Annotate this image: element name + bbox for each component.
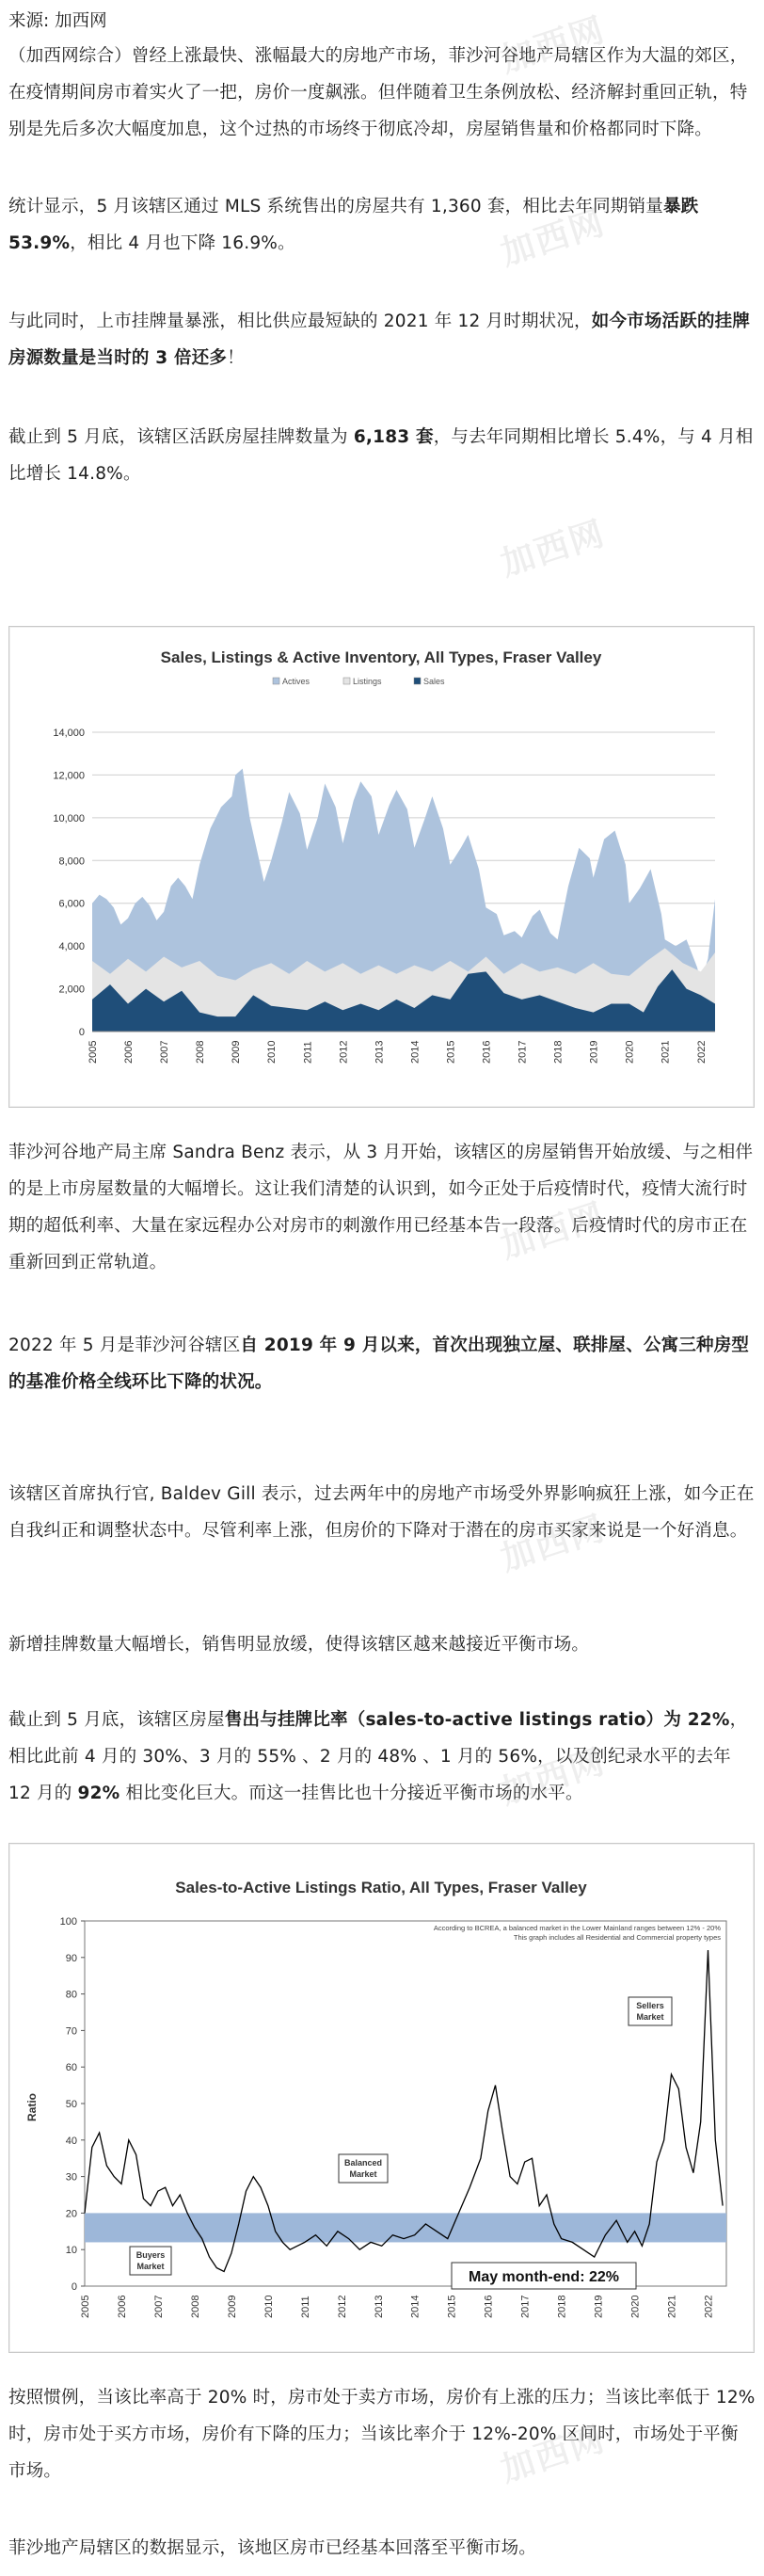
paragraph-ratio: 截止到 5 月底，该辖区房屋售出与挂牌比率（sales-to-active listings ratio）为 22%，相比此前 4 月的 30%、3 月的 55% 、2 月的 48% 、1 月的 56%，以及创纪录水平的去年 12 月的 92% 相比变化巨大。而这一挂售比也十分接近平衡市场的水平。 (8, 1710, 748, 1803)
chart2-title: Sales-to-Active Listings Ratio, All Types, Fraser Valley (175, 1879, 587, 1896)
buyers-market-label-text: Buyers (135, 2250, 166, 2260)
legend-label-actives: Actives (282, 677, 310, 686)
y-tick-label: 20 (65, 2208, 77, 2220)
y-tick-label: 10 (65, 2245, 77, 2257)
y-tick-label: 80 (65, 1989, 77, 2001)
paragraph-balance: 新增挂牌数量大幅增长，销售明显放缓，使得该辖区越来越接近平衡市场。 (8, 1635, 590, 1655)
paragraph-conclusion: 菲沙地产局辖区的数据显示，该地区房市已经基本回落至平衡市场。 (8, 2538, 537, 2558)
paragraph-chair-quote: 菲沙河谷地产局主席 Sandra Benz 表示，从 3 月开始，该辖区的房屋销售开始放缓、与之相伴的是上市房屋数量的大幅增长。这让我们清楚的认识到，如今正处于后疫情时代，疫情大流行时期的超低利率、大量在家远程办公对房市的刺激作用已经基本告一段落。后疫情时代的房市正在重新回到正常轨道。 (8, 1143, 754, 1272)
legend-swatch-listings (343, 678, 350, 684)
x-tick-label: 2015 (446, 2295, 458, 2318)
x-tick-label: 2007 (152, 2295, 165, 2318)
y-tick-label: 40 (65, 2135, 77, 2147)
x-tick-label: 2022 (695, 1040, 708, 1064)
x-tick-label: 2010 (266, 1040, 279, 1064)
y-tick-label: 0 (71, 2281, 77, 2293)
x-tick-label: 2021 (660, 1040, 672, 1064)
watermark: 加西网 (496, 1508, 611, 1579)
y-tick-label: 0 (78, 1027, 85, 1038)
chart-note-line1: According to BCREA, a balanced market in the Lower Mainland ranges between 12% - 20% (433, 1924, 721, 1932)
x-tick-label: 2016 (483, 2295, 495, 2318)
x-tick-label: 2017 (517, 1040, 529, 1064)
watermark: 加西网 (496, 1741, 611, 1813)
watermark: 加西网 (496, 202, 611, 274)
y-tick-label: 10,000 (53, 812, 85, 824)
x-tick-label: 2008 (189, 2295, 201, 2318)
y-tick-label: 100 (59, 1916, 77, 1928)
x-tick-label: 2012 (338, 1040, 350, 1064)
paragraph-intro: （加西网综合）曾经上涨最快、涨幅最大的房地产市场，菲沙河谷地产局辖区作为大温的郊区，在疫情期间房市着实火了一把，房价一度飙涨。但伴随着卫生条例放松、经济解封重回正轨，特别是先后多次大幅度加息，这个过热的市场终于彻底冷却，房屋销售量和价格都同时下降。 (8, 46, 748, 139)
paragraph-active-count: 截止到 5 月底，该辖区活跃房屋挂牌数量为 6,183 套，与去年同期相比增长 5.4%，与 4 月相比增长 14.8%。 (8, 427, 754, 484)
x-tick-label: 2018 (556, 2295, 568, 2318)
x-tick-label: 2015 (445, 1040, 457, 1064)
legend-label-listings: Listings (353, 677, 382, 686)
balanced-market-label-text: Market (349, 2169, 377, 2179)
x-tick-label: 2005 (80, 2295, 91, 2318)
paragraph-ceo-quote: 该辖区首席执行官, Baldev Gill 表示，过去两年中的房地产市场受外界影响疯狂上涨，如今正在自我纠正和调整状态中。尽管利率上涨，但房价的下降对于潜在的房市买家来说是一个好消息。 (8, 1484, 755, 1541)
x-tick-label: 2011 (299, 2296, 311, 2318)
legend-swatch-actives (273, 678, 279, 684)
x-tick-label: 2013 (373, 2295, 385, 2318)
x-tick-label: 2012 (336, 2295, 348, 2318)
paragraph-sales-stats: 统计显示，5 月该辖区通过 MLS 系统售出的房屋共有 1,360 套，相比去年同期销量暴跌 53.9%，相比 4 月也下降 16.9%。 (8, 197, 699, 253)
x-tick-label: 2014 (409, 2295, 422, 2318)
y-tick-label: 12,000 (53, 770, 85, 782)
x-tick-label: 2010 (263, 2295, 275, 2318)
chart-sales-listings-inventory (8, 626, 755, 1108)
watermark: 加西网 (496, 9, 611, 81)
buyers-market-label-text: Market (136, 2262, 165, 2271)
sellers-market-label-text: Market (636, 2012, 664, 2022)
x-tick-label: 2019 (593, 2295, 605, 2318)
y-tick-label: 90 (65, 1952, 77, 1964)
y-tick-label: 60 (65, 2062, 77, 2074)
chart-note-line2: This graph includes all Residential and Commercial property types (513, 1933, 721, 1942)
x-tick-label: 2019 (588, 1040, 600, 1064)
x-tick-label: 2017 (519, 2295, 532, 2318)
y-tick-label: 2,000 (58, 984, 85, 996)
chart-sales-to-active-ratio (8, 1843, 755, 2353)
x-tick-label: 2021 (666, 2295, 678, 2318)
paragraph-listings: 与此同时，上市挂牌量暴涨，相比供应最短缺的 2021 年 12 月时期状况，如今市场活跃的挂牌房源数量是当时的 3 倍还多！ (8, 312, 751, 368)
chart1-title: Sales, Listings & Active Inventory, All Types, Fraser Valley (160, 648, 602, 666)
y-tick-label: 6,000 (58, 898, 85, 910)
source-line: 来源: 加西网 (8, 11, 107, 31)
x-tick-label: 2013 (374, 1040, 386, 1064)
chart2-svg (9, 1844, 754, 2352)
x-tick-label: 2005 (88, 1040, 99, 1064)
legend-swatch-sales (414, 678, 421, 684)
paragraph-thresholds: 按照惯例，当该比率高于 20% 时，房市处于卖方市场，房价有上涨的压力；当该比率低于 12% 时，房市处于买方市场，房价有下降的压力；当该比率介于 12%-20% 区间时，市场处于平衡市场。 (8, 2388, 756, 2481)
x-tick-label: 2006 (123, 1040, 135, 1064)
x-tick-label: 2022 (703, 2295, 715, 2318)
y-tick-label: 30 (65, 2171, 77, 2184)
y-tick-label: 14,000 (53, 728, 85, 739)
x-tick-label: 2020 (629, 2295, 642, 2318)
x-tick-label: 2018 (552, 1040, 565, 1064)
balanced-market-label-text: Balanced (343, 2158, 383, 2168)
x-tick-label: 2008 (195, 1040, 207, 1064)
y-tick-label: 50 (65, 2099, 77, 2110)
y-tick-label: 70 (65, 2025, 77, 2038)
watermark: 加西网 (496, 513, 611, 584)
x-tick-label: 2020 (624, 1040, 636, 1064)
y-axis-label: Ratio (25, 2093, 39, 2121)
x-tick-label: 2006 (116, 2295, 128, 2318)
x-tick-label: 2007 (159, 1040, 171, 1064)
watermark: 加西网 (496, 1195, 611, 1267)
watermark: 加西网 (496, 2419, 611, 2490)
y-tick-label: 8,000 (58, 856, 85, 868)
x-tick-label: 2014 (409, 1040, 422, 1064)
callout-text: May month-end: 22% (468, 2269, 620, 2285)
sellers-market-label-text: Sellers (636, 2001, 664, 2010)
x-tick-label: 2016 (481, 1040, 493, 1064)
chart1-svg (9, 627, 754, 1107)
x-tick-label: 2011 (302, 1041, 314, 1064)
x-tick-label: 2009 (231, 1040, 243, 1064)
paragraph-benchmark: 2022 年 5 月是菲沙河谷辖区自 2019 年 9 月以来，首次出现独立屋、联排屋、公寓三种房型的基准价格全线环比下降的状况。 (8, 1336, 750, 1392)
y-tick-label: 4,000 (58, 941, 85, 953)
x-tick-label: 2009 (226, 2295, 238, 2318)
legend-label-sales: Sales (423, 677, 445, 686)
